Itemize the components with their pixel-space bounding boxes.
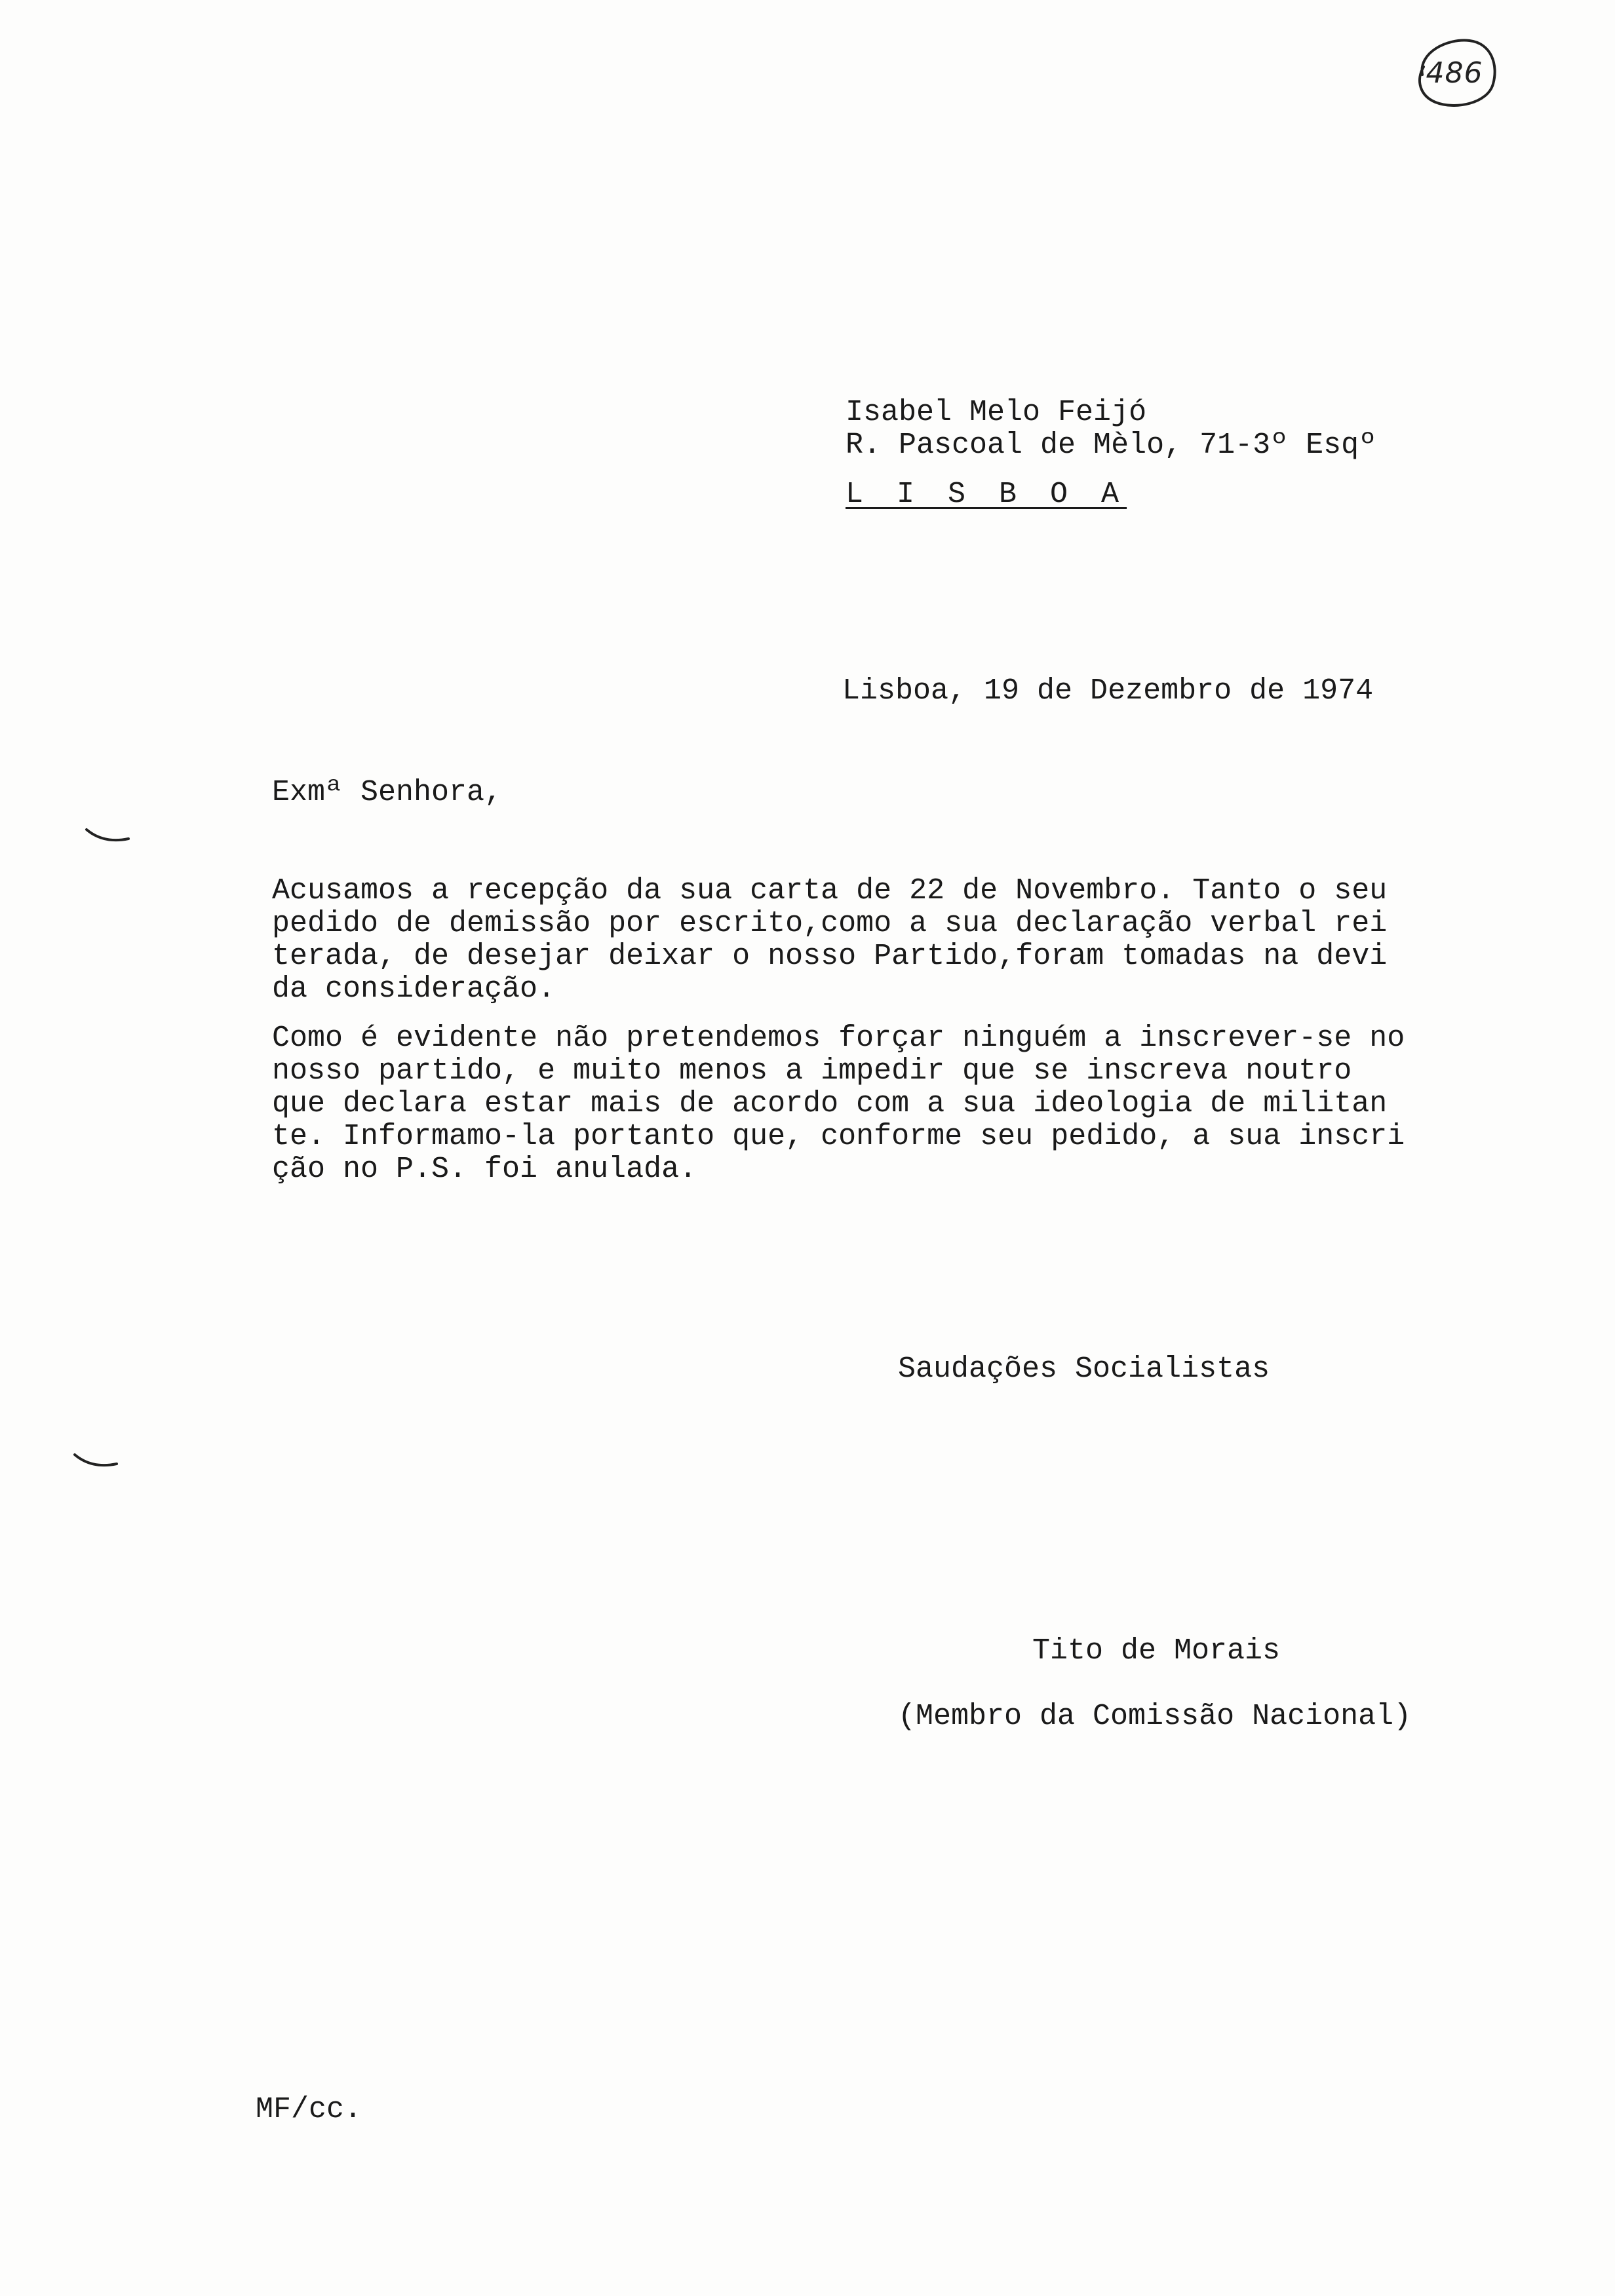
recipient-address: R. Pascoal de Mèlo, 71-3º Esqº [846,429,1377,462]
signature-name: Tito de Morais [1032,1634,1281,1668]
page-number-stamp [1409,34,1500,111]
body-paragraph-2 [272,1022,1405,1186]
paragraph-line: Como é evidente não pretendemos forçar ninguém a inscrever-se no [272,1022,1405,1055]
paragraph-line: nosso partido, e muito menos a impedir que se inscreva noutro [272,1054,1352,1088]
page-number-text: 486 [1426,56,1483,90]
paragraph-line: que declara estar mais de acordo com a sua ideologia de militan [272,1087,1388,1120]
paragraph-line: Acusamos a recepção da sua carta de 22 de Novembro. Tanto o seu [272,874,1388,908]
salutation: Exmª Senhora, [272,776,503,809]
recipient-name: Isabel Melo Feijó [846,396,1147,429]
date-line: Lisboa, 19 de Dezembro de 1974 [842,674,1374,708]
margin-mark-icon [84,827,131,847]
paragraph-line: te. Informamo-la portanto que, conforme seu pedido, a sua inscri [272,1120,1405,1153]
paragraph-line: pedido de demissão por escrito,como a sua declaração verbal rei [272,907,1388,940]
reference-initials: MF/cc. [256,2093,362,2126]
margin-mark-icon [72,1452,119,1472]
body-paragraph-1 [272,875,1387,1006]
closing: Saudações Socialistas [898,1352,1270,1386]
recipient-city: L I S B O A [846,478,1127,511]
paragraph-line: terada, de desejar deixar o nosso Partido,foram tomadas na devi [272,940,1388,973]
signature-title: (Membro da Comissão Nacional) [898,1700,1412,1733]
paragraph-line: da consideração. [272,972,556,1006]
paragraph-line: ção no P.S. foi anulada. [272,1153,697,1186]
